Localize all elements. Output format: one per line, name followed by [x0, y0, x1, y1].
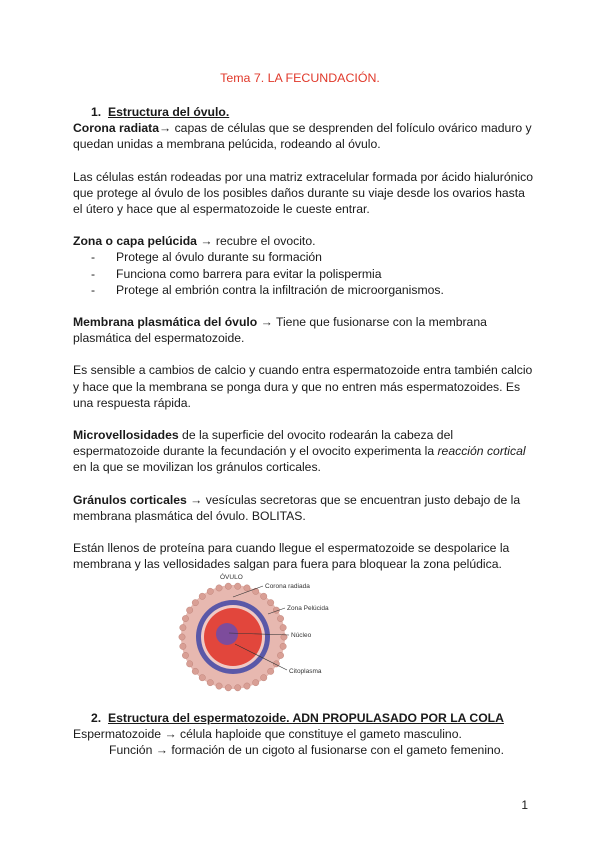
corona-cell: [280, 624, 286, 630]
section-2-title: Estructura del espermatozoide. ADN PROPULASADO POR LA COLA: [108, 711, 504, 725]
granulos-term: Gránulos corticales: [73, 492, 187, 507]
micro-paragraph: [73, 427, 533, 476]
corona-cell: [244, 585, 250, 591]
corona-cell: [244, 683, 250, 689]
membrana-text: → Tiene que fusionarse con la membrana plasmática del espermatozoide.: [73, 315, 487, 346]
zona-paragraph: [73, 233, 533, 249]
section-1-title: Estructura del óvulo.: [108, 105, 230, 119]
membrana-paragraph: [73, 314, 533, 346]
section-2-line-2: Función → formación de un cigoto al fusionarse con el gameto femenino.: [109, 743, 504, 758]
label-zona: Zona Pelúcida: [287, 605, 329, 612]
corona-cell: [280, 643, 286, 649]
corona-cell: [225, 685, 231, 691]
corona-cell: [207, 588, 213, 594]
corona-cell: [277, 615, 283, 621]
section-2-heading: [91, 710, 533, 726]
nucleus: [216, 623, 238, 645]
corona-cell: [235, 583, 241, 589]
micro-italic: reacción cortical: [437, 444, 526, 459]
corona-cell: [253, 679, 259, 685]
cells-paragraph: Las células están rodeadas por una matriz extracelular formada por ácido hialurónico que protege al óvulo de los posibles daños durante su viaje desde los ovarios hasta el útero y hace que al espermatozoide le cueste entrar.: [73, 169, 533, 217]
corona-cell: [267, 599, 273, 605]
corona-cell: [199, 674, 205, 680]
list-item: - Protege al embrión contra la infiltración de microorganismos.: [91, 282, 533, 298]
corona-term: Corona radiata: [73, 121, 160, 136]
section-2-body: [73, 710, 533, 759]
corona-cell: [186, 607, 192, 613]
zona-term: Zona o capa pelúcida: [73, 234, 197, 249]
section-1-number: 1.: [91, 105, 102, 119]
list-item: - Funciona como barrera para evitar la polispermia: [91, 266, 533, 282]
corona-cell: [207, 679, 213, 685]
micro-text-after: en la que se movilizan los gránulos corticales.: [73, 460, 321, 475]
zona-text: → recubre el ovocito.: [196, 234, 316, 249]
ovule-diagram: [175, 570, 375, 700]
document-title: Tema 7. LA FECUNDACIÓN.: [220, 71, 380, 85]
granulos-paragraph: [73, 492, 533, 524]
document-body: [73, 104, 533, 572]
label-nucleo: Núcleo: [291, 632, 312, 639]
section-2-number: 2.: [91, 711, 102, 725]
corona-cell: [261, 674, 267, 680]
label-corona: Corona radiada: [265, 583, 310, 590]
granulos-text: → vesículas secretoras que se encuentran justo debajo de la membrana plasmática del óvulo. BOLITAS.: [73, 492, 521, 523]
corona-cell: [192, 668, 198, 674]
corona-cell: [261, 593, 267, 599]
corona-cell: [267, 668, 273, 674]
llenos-paragraph: Están llenos de proteína para cuando llegue el espermatozoide se despolarice la membrana y las vellosidades salgan para fuera para bloquear la zona pelúdica.: [73, 541, 510, 572]
corona-text: → capas de células que se desprenden del folículo ovárico maduro y quedan unidas a membrana pelúcida, rodeando al óvulo.: [73, 121, 532, 152]
corona-cell: [182, 652, 188, 658]
list-item: - Protege al óvulo durante su formación: [91, 249, 533, 265]
corona-cell: [216, 585, 222, 591]
corona-cell: [179, 634, 185, 640]
zona-bullet-list: [73, 249, 533, 298]
section-2-line-1: Espermatozoide → célula haploide que constituye el gameto masculino.: [73, 727, 462, 742]
corona-cell: [199, 593, 205, 599]
label-citoplasma: Citoplasma: [289, 668, 322, 675]
page-number: 1: [521, 798, 528, 812]
corona-cell: [216, 683, 222, 689]
sensible-paragraph: Es sensible a cambios de calcio y cuando entra espermatozoide entra también calcio y hace que la membrana se ponga dura y que no entren más espermatozoides. Es una respuesta rápida.: [73, 363, 533, 410]
corona-cell: [180, 643, 186, 649]
micro-term: Microvellosidades: [73, 428, 179, 443]
micro-text-before: de la superficie del ovocito rodearán la cabeza del espermatozoide durante la fecundación y el ovocito experimenta la: [73, 428, 454, 459]
corona-cell: [182, 615, 188, 621]
corona-cell: [253, 588, 259, 594]
corona-cell: [235, 685, 241, 691]
corona-cell: [277, 652, 283, 658]
corona-cell: [180, 624, 186, 630]
corona-cell: [192, 599, 198, 605]
section-1-heading: [91, 104, 533, 120]
corona-cell: [186, 661, 192, 667]
corona-paragraph: [73, 120, 533, 152]
membrana-term: Membrana plasmática del óvulo: [73, 315, 258, 330]
diagram-title: ÓVULO: [220, 574, 243, 581]
corona-cell: [225, 583, 231, 589]
